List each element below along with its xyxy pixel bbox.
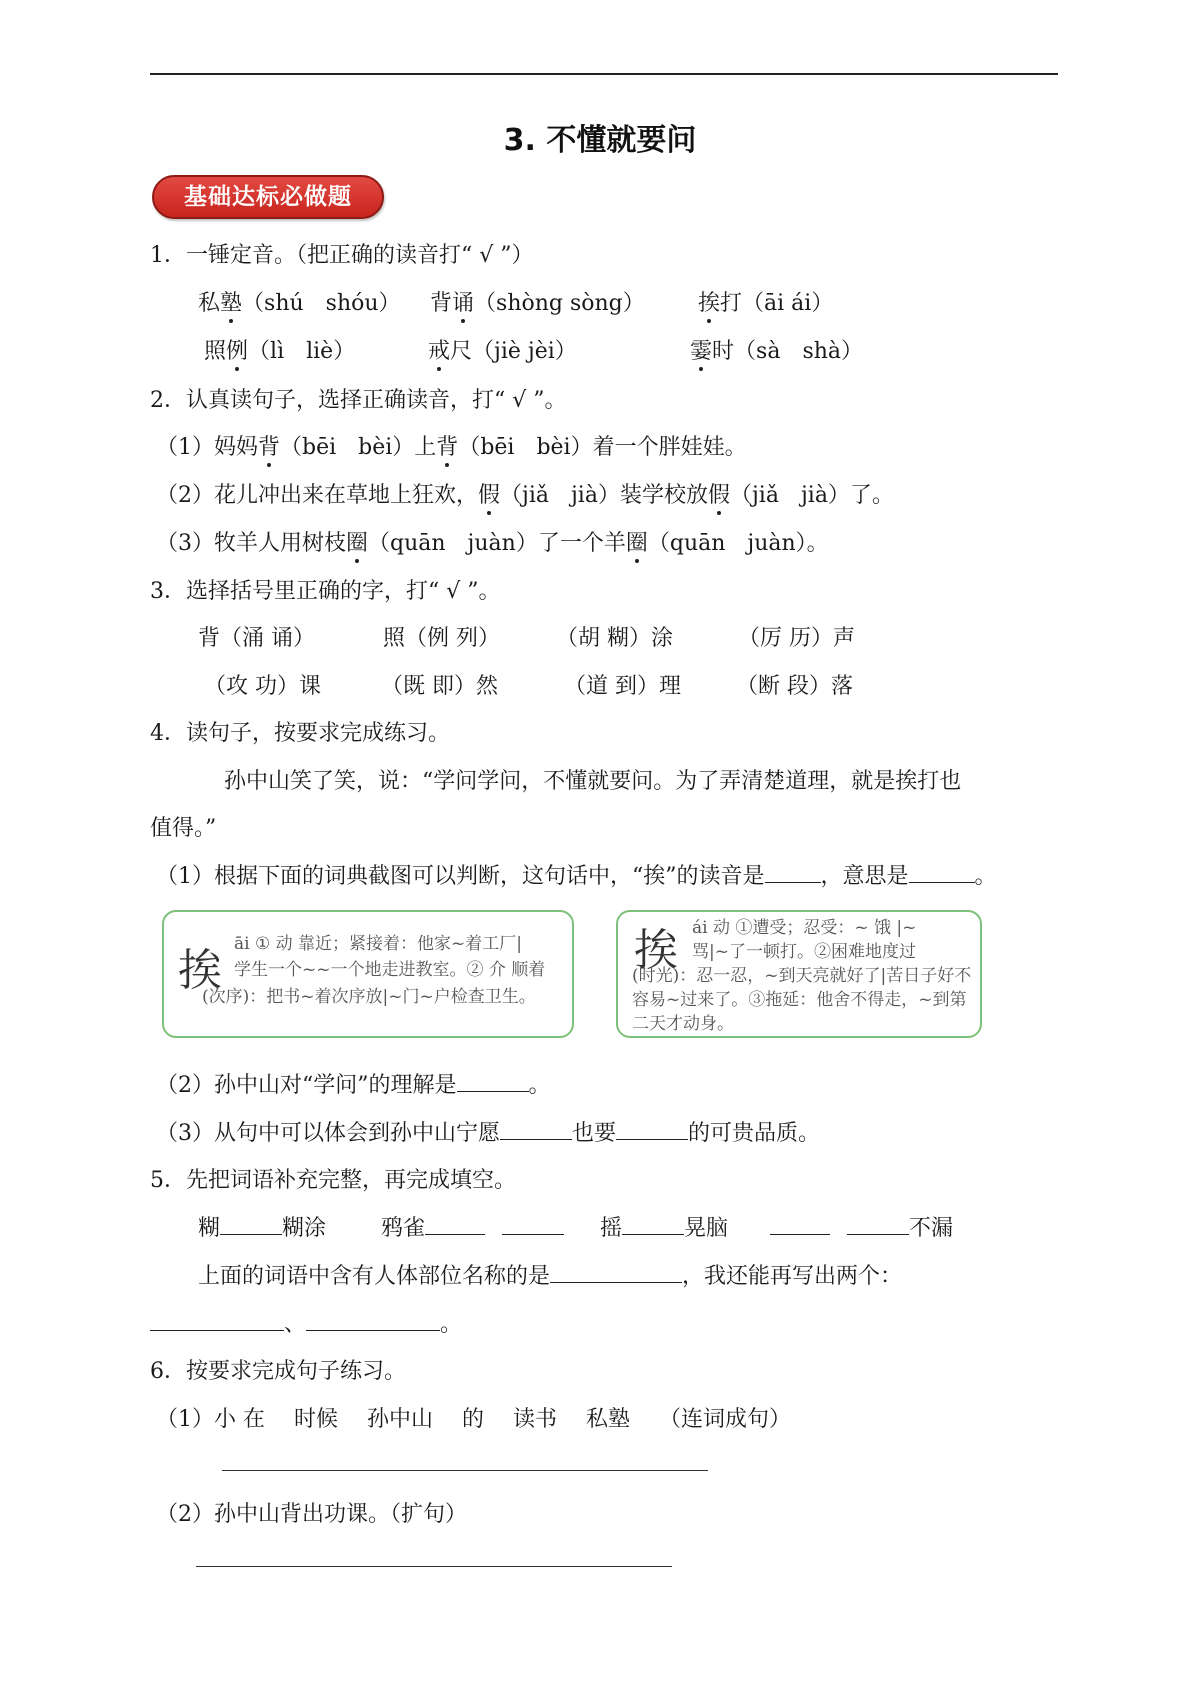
blank-input[interactable] xyxy=(847,1214,909,1235)
header-rule xyxy=(150,73,1058,75)
q5-idiom-3: 摇 晃脑 xyxy=(600,1216,729,1241)
q4-sub2: （2）孙中山对“学问”的理解是 。 xyxy=(156,1073,551,1098)
q3-choice[interactable]: （既 即）然 xyxy=(381,674,498,699)
q5-fill-line: 上面的词语中含有人体部位名称的是 ，我还能再写出两个： xyxy=(198,1264,903,1289)
blank-input[interactable] xyxy=(425,1214,485,1235)
blank-input[interactable] xyxy=(220,1214,282,1235)
blank-input[interactable] xyxy=(622,1214,684,1235)
dict-headchar: 挨 xyxy=(178,945,222,996)
q5-idiom-4: 不漏 xyxy=(770,1211,953,1242)
q4-passage-line-1: 孙中山笑了笑，说：“学问学问，不懂就要问。为了弄清楚道理，就是挨打也 xyxy=(224,769,962,794)
dict-line: 学生一个~~一个地走进教室。② 介 顺着 xyxy=(234,960,546,980)
q3-choice[interactable]: （道 到）理 xyxy=(564,674,681,699)
q4-sub3: （3）从句中可以体会到孙中山宁愿 也要 的可贵品质。 xyxy=(156,1121,821,1146)
q2-sentence-3[interactable]: （3）牧羊人用树枝圈（quān juàn）了一个羊圈（quān juàn）。 xyxy=(156,526,829,557)
q4-prompt: 4．读句子，按要求完成练习。 xyxy=(150,721,450,746)
q1-item[interactable]: 私塾（shú shóu） xyxy=(198,286,401,317)
dict-line: (次序)：把书~着次序放|~门~户检查卫生。 xyxy=(202,987,536,1007)
blank-input[interactable] xyxy=(616,1119,688,1140)
q4-sub1: （1）根据下面的词典截图可以判断，这句话中，“挨”的读音是 ，意思是 。 xyxy=(156,864,997,889)
blank-input[interactable] xyxy=(500,1119,572,1140)
dict-line: 二天才动身。 xyxy=(632,1014,734,1034)
q1-item[interactable]: 照例（lì liè） xyxy=(204,334,355,365)
q6-sub2: （2）孙中山背出功课。（扩句） xyxy=(156,1502,467,1527)
dict-line: (时光)：忍一忍，~到天亮就好了|苦日子好不 xyxy=(632,966,972,986)
q3-choice[interactable]: （断 段）落 xyxy=(736,674,853,699)
dictionary-entry-ai2 xyxy=(616,910,982,1038)
blank-input[interactable] xyxy=(765,862,821,883)
q1-item[interactable]: 霎时（sà shà） xyxy=(690,334,863,365)
q5-extra-line: 、 。 xyxy=(150,1307,462,1338)
q3-choice[interactable]: （胡 糊）涂 xyxy=(556,626,673,651)
q5-prompt: 5．先把词语补充完整，再完成填空。 xyxy=(150,1168,516,1193)
page-title: 3. 不懂就要问 xyxy=(503,123,697,158)
dict-line: ái 动 ①遭受；忍受：~ 饿 |~ xyxy=(692,918,917,938)
q2-prompt: 2．认真读句子，选择正确读音，打“ √ ”。 xyxy=(150,388,567,413)
q3-choice[interactable]: 照（例 列） xyxy=(383,626,500,651)
q1-prompt: 1．一锤定音。（把正确的读音打“ √ ”） xyxy=(150,243,534,268)
q3-prompt: 3．选择括号里正确的字，打“ √ ”。 xyxy=(150,579,501,604)
q4-passage-line-2: 值得。” xyxy=(150,816,217,841)
q3-choice[interactable]: （厉 历）声 xyxy=(738,626,855,651)
blank-input[interactable] xyxy=(150,1310,284,1331)
answer-line[interactable] xyxy=(222,1470,708,1471)
blank-input[interactable] xyxy=(550,1262,682,1283)
blank-input[interactable] xyxy=(457,1071,529,1092)
dict-line: āi ① 动 靠近；紧接着：他家~着工厂| xyxy=(234,934,522,954)
answer-line[interactable] xyxy=(196,1566,672,1567)
dict-headchar: 挨 xyxy=(634,925,678,976)
q3-choice[interactable]: （攻 功）课 xyxy=(204,674,321,699)
blank-input[interactable] xyxy=(770,1214,830,1235)
dictionary-entry-ai1 xyxy=(162,910,574,1038)
blank-input[interactable] xyxy=(502,1214,564,1235)
q1-item[interactable]: 挨打（āi ái） xyxy=(698,286,833,317)
q6-sub1: （1）小 在 时候 孙中山 的 读书 私塾 （连词成句） xyxy=(156,1407,791,1432)
q2-sentence-2[interactable]: （2）花儿冲出来在草地上狂欢，假（jiǎ jià）装学校放假（jiǎ jià）了。 xyxy=(156,478,894,509)
q3-choice[interactable]: 背（涌 诵） xyxy=(198,626,315,651)
q1-item[interactable]: 戒尺（jiè jèi） xyxy=(428,334,577,365)
q2-sentence-1[interactable]: （1）妈妈背（bēi bèi）上背（bēi bèi）着一个胖娃娃。 xyxy=(156,430,747,461)
section-badge: 基础达标必做题 xyxy=(152,175,384,219)
dict-line: 容易~过来了。③拖延：他舍不得走，~到第 xyxy=(632,990,967,1010)
q1-item[interactable]: 背诵（shòng sòng） xyxy=(430,286,645,317)
q5-idiom-1: 糊 糊涂 xyxy=(198,1216,327,1241)
dict-line: 骂|~了一顿打。②困难地度过 xyxy=(692,942,916,962)
q5-idiom-2: 鸦雀 xyxy=(381,1211,564,1242)
q6-prompt: 6．按要求完成句子练习。 xyxy=(150,1359,406,1384)
blank-input[interactable] xyxy=(909,862,975,883)
blank-input[interactable] xyxy=(306,1310,440,1331)
